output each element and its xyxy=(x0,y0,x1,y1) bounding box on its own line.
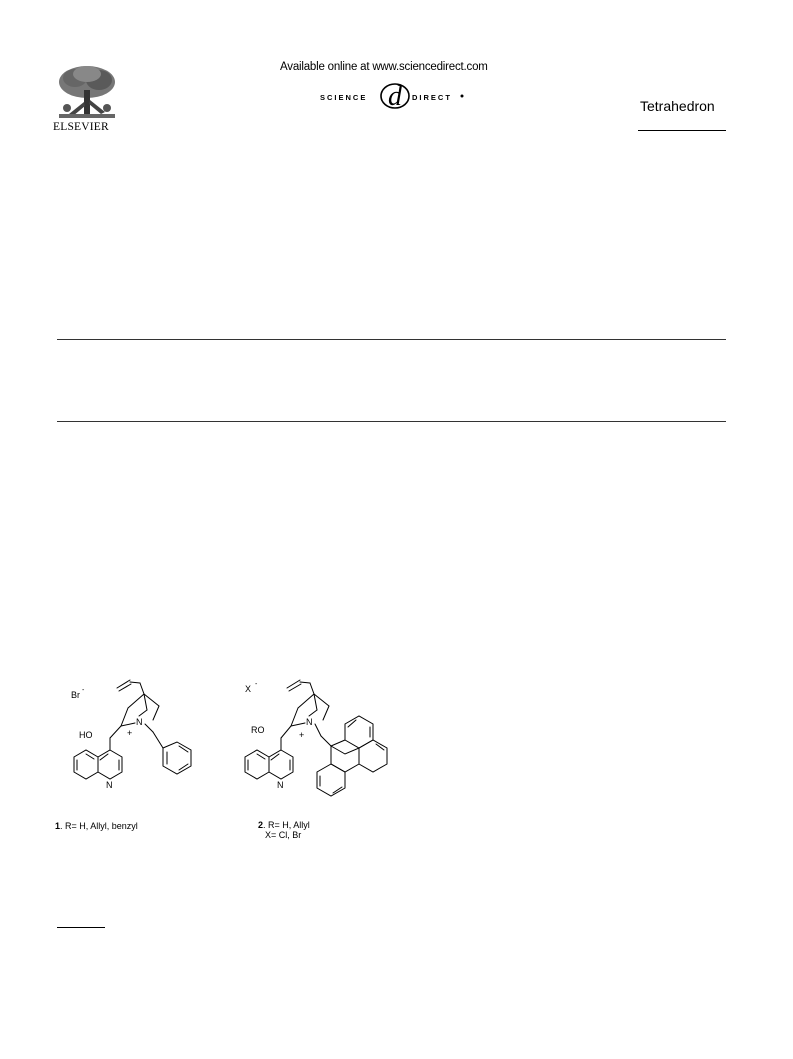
compound1-hydroxyl-label: HO xyxy=(79,730,93,740)
available-online-text: Available online at www.sciencedirect.com xyxy=(280,61,488,73)
compound1-quinoline-n: N xyxy=(106,780,113,790)
compound1-caption-text: . R= H, Allyl, benzyl xyxy=(60,821,138,831)
sd-dot-icon xyxy=(461,95,464,98)
abstract-top-rule xyxy=(57,339,726,340)
compound2-charge-label: + xyxy=(299,730,305,740)
compound2-nitrogen-label: N xyxy=(306,717,313,727)
compound1-charge-label: + xyxy=(127,728,133,738)
compound2-quinoline-n: N xyxy=(277,780,284,790)
compound2-counterion: X xyxy=(245,684,252,694)
compound2-caption-number: 2 xyxy=(258,820,264,830)
compound1-nitrogen-label: N xyxy=(136,717,143,727)
abstract-bottom-rule xyxy=(57,421,726,422)
science-word: SCIENCE xyxy=(320,93,368,102)
compound2-ether-label: RO xyxy=(251,725,265,735)
sciencedirect-logo xyxy=(320,80,470,114)
compound1-caption-number: 1 xyxy=(55,821,61,831)
journal-name: Tetrahedron xyxy=(640,98,715,114)
publisher-name: ELSEVIER xyxy=(53,121,109,133)
compound1-caption xyxy=(55,821,138,831)
sd-glyph: d xyxy=(388,81,402,112)
compound1-counterion: Br xyxy=(71,690,80,700)
compound2-caption xyxy=(258,820,310,830)
direct-word: DIRECT xyxy=(412,93,452,102)
journal-underline xyxy=(638,130,726,131)
compound2-counterion-charge: - xyxy=(255,681,258,688)
compound1-counterion-charge: - xyxy=(82,687,85,694)
footnote-rule xyxy=(57,927,105,928)
compound2-caption-line2: X= Cl, Br xyxy=(265,830,302,840)
chemical-structures-figure xyxy=(55,668,395,868)
compound2-caption-text: . R= H, Allyl xyxy=(263,820,310,830)
